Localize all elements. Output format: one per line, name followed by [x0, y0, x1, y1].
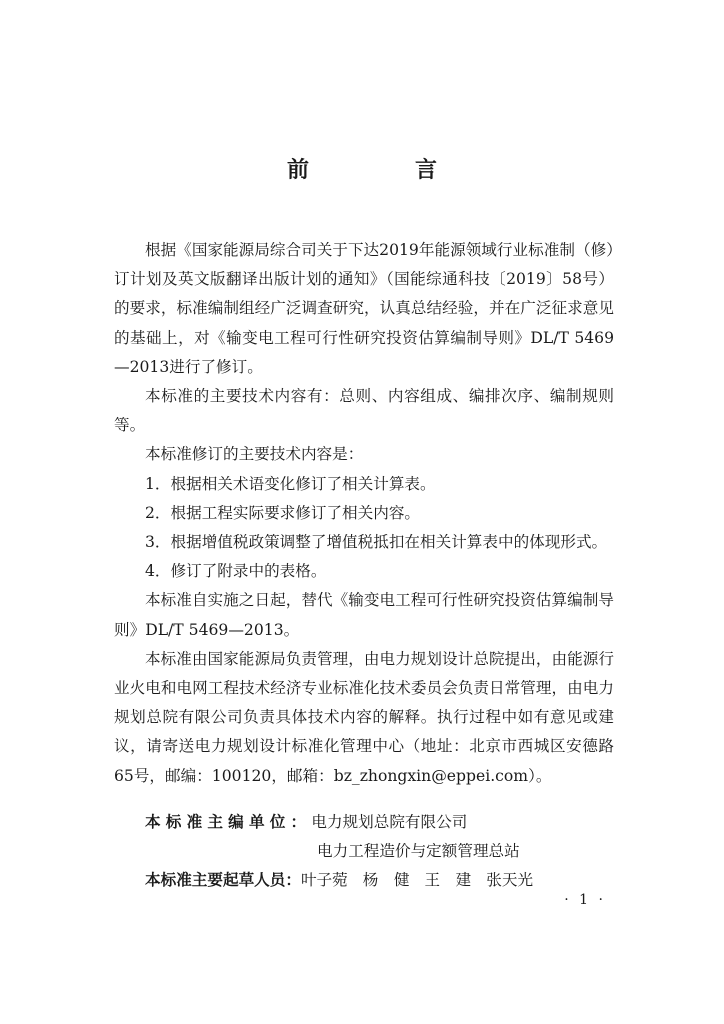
- drafter-name: 王 建: [424, 871, 472, 889]
- drafter-name: 叶子菀: [300, 871, 348, 889]
- drafter-name: 杨 健: [362, 871, 410, 889]
- paragraph-revision-item-3: 3．根据增值税政策调整了增值税抵扣在相关计算表中的体现形式。: [145, 533, 608, 552]
- paragraph-management: 本标准由国家能源局负责管理，由电力规划设计总院提出，由能源行业火电和电网工程技术经济专业标准化技术委员会负责日常管理，由电力规划总院有限公司负责具体技术内容的解释。执行过程中如有意见或建议，请寄送电力规划设计标准化管理中心（地址：北京市西城区安德路65号，邮编：100120，邮箱：bz_zhongxin@eppei.com）。: [114, 649, 614, 785]
- editors-block: [145, 808, 615, 895]
- paragraph-background: 根据《国家能源局综合司关于下达2019年能源领域行业标准制（修）订计划及英文版翻译出版计划的通知》（国能综通科技〔2019〕58号）的要求，标准编制组经广泛调查研究，认真总结经验，并在广泛征求意见的基础上，对《输变电工程可行性研究投资估算编制导则》DL/T 5469—2013进行了修订。: [114, 241, 614, 376]
- drafter-name: 张天光: [486, 871, 534, 889]
- paragraph-revision-item-1: 1．根据相关术语变化修订了相关计算表。: [145, 474, 436, 493]
- drafters-row: [145, 866, 615, 895]
- chief-unit-row: [145, 808, 615, 837]
- page-title: 前 言: [286, 158, 479, 183]
- chief-unit-1: 电力规划总院有限公司: [311, 813, 468, 831]
- chief-unit-row-2: [145, 837, 615, 866]
- paragraph-main-content: 本标准的主要技术内容有：总则、内容组成、编排次序、编制规则等。: [114, 387, 614, 435]
- paragraph-revision-intro: 本标准修订的主要技术内容是：: [145, 445, 364, 464]
- drafters-list: [301, 866, 543, 895]
- page-number: · 1 ·: [564, 892, 606, 908]
- paragraph-revision-item-4: 4．修订了附录中的表格。: [145, 562, 327, 581]
- paragraph-revision-item-2: 2．根据工程实际要求修订了相关内容。: [145, 503, 421, 522]
- preface-body: [114, 236, 614, 791]
- chief-unit-2: 电力工程造价与定额管理总站: [317, 842, 520, 860]
- drafters-label: 本标准主要起草人员：: [145, 871, 301, 889]
- paragraph-replacement: 本标准自实施之日起，替代《输变电工程可行性研究投资估算编制导则》DL/T 5469—2013。: [114, 591, 614, 639]
- chief-unit-label: 本标准主编单位：: [145, 813, 312, 831]
